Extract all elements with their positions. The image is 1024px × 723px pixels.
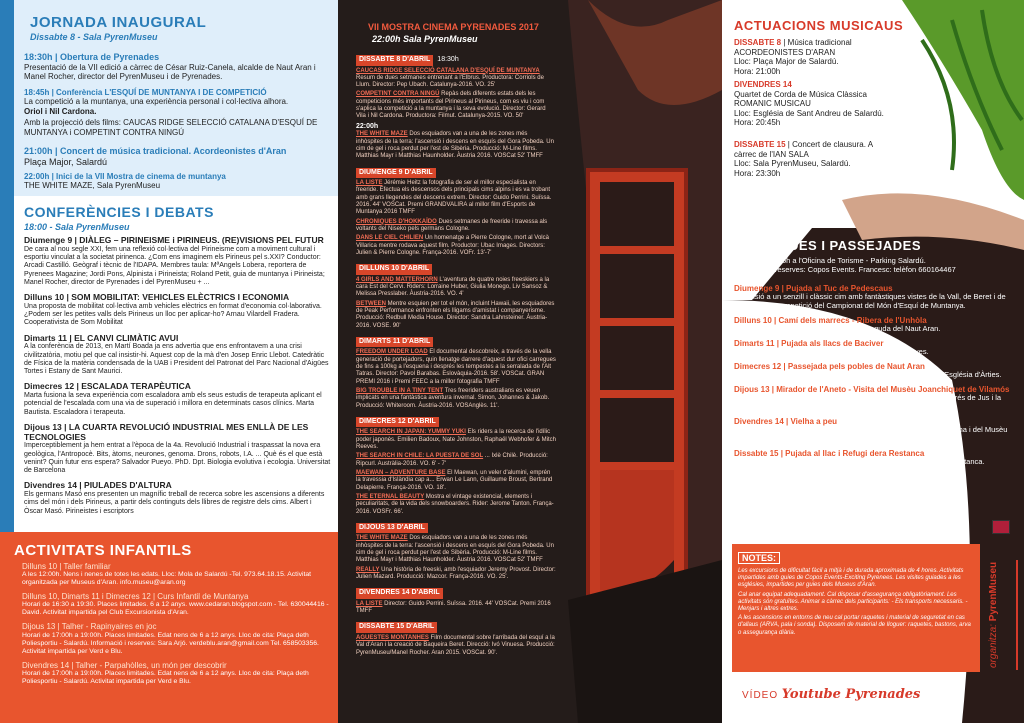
cinema-day-label: DISSABTE 8 D'ABRIL (356, 55, 433, 66)
music-event-1: DISSABTE 8 | Música tradicional ACORDEONISTES D'ARAN Lloc: Plaça Major de Salardú. Hora: 21:00h (734, 38, 852, 76)
film-description: El documental descobreix, a través de la vella generació de portejadors, quin llenatge darrere d'aquest dur ofici carregues de fins a 100kg a l'esquena i després les tempestes a la serralada de l'Alt Tatras. Director: Pavol Barabas. Eslovàquia-2016. 58'. VOSCat. GRAN PREMI 2016 i Premi FEEC a la millor fotografia TMFF (356, 349, 556, 385)
kids-title: ACTIVITATS INFANTILS (14, 542, 192, 559)
film-description: Mostra el vintage existencial, elements i peculiaritats, de la vida dels snowboarders. Rider: Jerome Tanton. França-2016. VOSFr. 66'. (356, 493, 554, 515)
cinema-list (356, 48, 556, 657)
walk-item-title: Diumenge 9 | Pujada al Tuc de Pedescaus (734, 284, 893, 293)
film-entry (356, 453, 556, 468)
walk-item-text: Preciosa excursió pels camins relaus de Vilamós, Arrés de Sus, Arrés de Jus i la bassa d'Arres. Cita 09:30h Plaça de Vilamós. (734, 393, 1002, 411)
film-entry (356, 123, 556, 161)
film-entry (356, 180, 556, 217)
conf-item-title: Dijous 13 | LA CUARTA REVOLUCIÓ INDUSTRIAL MES ENLLÀ DE LES TECNOLOGIES (24, 421, 309, 442)
conf-subtitle: 18:00 - Sala PyrenMuseu (24, 222, 130, 232)
walk-item-text: Passejada per una vall salvatge i desconeguda del Naut Aran. (734, 324, 941, 334)
film-title: REALLY (356, 566, 380, 573)
film-title: AGUESTES MONTANHES (356, 634, 429, 641)
conf-band (0, 196, 338, 532)
walk-item (734, 316, 1014, 334)
film-entry (356, 235, 556, 257)
jornada-event-4: 22:00h | Inici de la VII Mostra de cinema de muntanya THE WHITE MAZE, Sala PyrenMuseu (24, 172, 226, 191)
film-title: THE SEARCH IN JAPAN: YUMMY YUKI (356, 429, 466, 436)
right-column (722, 0, 1024, 723)
film-title: THE WHITE MAZE (356, 131, 408, 138)
walk-item-title: Dijous 13 | Mirador de l'Aneto - Visita del Musèu Joanchiquet de Vilamós (734, 384, 1010, 394)
conf-item-text: Marta fusiona la seva experiència com escaladora amb els seus estudis de terapeuta aplicant el potencial de l'escalada com una via de superació i millora en determinats casos clínics. Marta Bautista. Escaladora i terapeuta. (24, 392, 322, 416)
film-title: DANS LE CIEL CHILIEN (356, 235, 424, 242)
walks-intro: Cita a les 08:45h a l'Oficina de Torisme - Parking Salardú. Informació i reserves: Copos Events. Francesc: telèfon 660164467 (734, 256, 956, 274)
film-description: Jérémie Heitz la fotografia de ser el millor especialista en freeride. Efectua els descensos dels principals cims alpins i es va trobant amb grans llegendes del descens extrem. Director: Guido Perrini. Suïssa. 2016. 44' VOSCat. Premi GRANDVALIRA al millor film d'Esports de Muntanya 2016 TMFF (356, 180, 552, 216)
music-event-2: DIVENDRES 14 Quartet de Corda de Música Clàssica ROMANIC MUSICAU Lloc: Església de Sant Andreu de Salardú. Hora: 20:45h (734, 80, 884, 128)
film-entry (356, 68, 556, 90)
left-column (0, 0, 338, 723)
conf-title: CONFERÈNCIES I DEBATS (24, 204, 214, 220)
film-description: Dos esquiadors van a una de les zones més inhòspites de la terra: l'ascensió i descens en esquís del Gora Pobeda. Un cim de gel i roca perdut per l'est de Sibèria. Producció: M-Line films. Matthias Mayr i Matthias Haunholder. Àustria 2016. VOSCat 52' TMFF (356, 131, 554, 160)
film-description: Film documental sobre l'arribada del esquí a la Val d'Aran i la creació de Baqueira Beret. Direcció: Ivó Vinuesa. Producció: PyrenMuseu/Manel Rocher. Aran 2015. VOSCat. 90'. (356, 634, 555, 656)
film-description: Els riders a la recerca de l'idílic poder japonès. Emilien Badoux, Nate Johnston, Raphaël Webhofer & Mitch Reeves. (356, 429, 557, 451)
walk-item (734, 385, 1014, 412)
kids-item-text: Horari de 17:00h a 19:00h. Places limitades. Edat nens de 6 a 12 anys. Lloc de cita: Plaça deth Poliesportiu - Salardú. Informació i reserves: Sara Arjó. verdeblu.aran@gmail.com Tel. 658503356. Activitat impartida per Verd e Blu. (22, 631, 319, 655)
cinema-day-label: DIMECRES 12 D'ABRIL (356, 417, 439, 428)
cinema-day-label: DIUMENGE 9 D'ABRIL (356, 168, 436, 179)
film-description: Un homenatge a Pierre Cologne, mort al Volcà Villarica mentre rodava aquest film. Productor: Ubac Images. Directors: Julien & Pierre Cologne. França-2016. VOFr. 13'-7' (356, 235, 549, 256)
coat-of-arms-icon (992, 520, 1010, 534)
cinema-subtitle: 22:00h Sala PyrenMuseu (372, 34, 478, 44)
cinema-day-label: DISSABTE 15 D'ABRIL (356, 622, 437, 633)
conf-item-title: Dimecres 12 | ESCALADA TERAPÈUTICA (24, 381, 191, 392)
kids-item-title: Dilluns 10, Dimarts 11 i Dimecres 12 | Curs Infantil de Muntanya (22, 592, 249, 602)
walk-item (734, 449, 1014, 467)
walk-item (734, 284, 1014, 311)
cinema-day-time: 18:30h (437, 56, 459, 63)
film-entry (356, 349, 556, 386)
notes-box (732, 544, 980, 672)
kids-item (22, 592, 330, 617)
cinema-day-header (356, 414, 556, 428)
kids-item-text: Horari de 16:30 a 19:30. Places limitades. 6 a 12 anys. www.cedaran.blogspot.com - Tel. 630044416 - David. Activitat impartida pel Club Excursionista d'Aran. (22, 601, 329, 617)
film-entry (356, 219, 556, 234)
kids-item-title: Divendres 14 | Talher - Parpahòlles, un món per descobrir (22, 660, 227, 670)
walk-item (734, 417, 1014, 444)
film-title: FREEDOM UNDER LOAD (356, 349, 428, 356)
film-description: El Maewan, un veler d'alumini, emprén la travessia d'Islàndia cap a... Erwan Le Lann, Guillaume Broust, Bertrand Delapierre. França-2016. VO. 18'. (356, 470, 553, 491)
film-title: CAUCAS RIDGE SELECCIÓ CATALANA D'ESQUÍ DE MUNTANYA (356, 67, 540, 74)
film-title: CHRONIQUES D'HOKKAÏDO (356, 218, 437, 225)
film-entry (356, 567, 556, 582)
kids-item (22, 661, 330, 686)
film-description: Mentre esquien per tot el món, incluint Hawaii, les esquiadores de Peak Performance enfronten els lligams d'amistat i companyerisme. Producció: Redbull Media House. Director: Sandra Lahnsteiner. Àustria-2016. VOSE. 90' (356, 300, 555, 329)
kids-item-title: Dijous 13 | Talher - Rapinyaires en joc (22, 622, 157, 632)
cinema-day-label: DIMARTS 11 D'ABRIL (356, 337, 433, 348)
film-entry (356, 601, 556, 616)
walk-item-text: Ascensió a un senzill i clàssic cim amb fantàstiques vistes de la Vall, de Beret i de l'ambient de competició del Campionat del Món d'Esquí de Muntanya. (734, 292, 1006, 311)
notes-p1: Les excursions de dificultat fàcil a mitjà i de durada aproximada de 4 hores. Activitats impartides amb guies de Copos Events-Exciting Pyrenees. Les visites guiades a les esglésies, impartides per guies dels Museus d'Aran. (738, 568, 964, 589)
conf-item (24, 423, 332, 476)
kids-item-text: A les 12:00h. Nens i nenes de totes les edats. Lloc: Mola de Salardú -Tel. 973.64.18.15. Activitat organitzada per Museus d'Aran. info.museu@aran.org (22, 571, 312, 587)
conf-item-text: De cara al nou segle XXI, fem una reflexió col·lectiva del Pirineisme com a moviment cultural i esportiu vinculat a la societat pirinenca. ¿Com ens imaginem els Pirineus pel s.XXI? Conductor: Arcadi Castilló. Geògraf i tècnic de l'IDAPA. Membres taula: MªAngels Lobera, reportera de Pyrenees Magazine; Jordi Pons, Alpinista i Pirineista; Roland Petit, guia de muntanya i Pirineista; Manel Rocher, director de Pyrenades i del PyrenMuseu + ... (24, 245, 325, 286)
jornada-event-3: 21:00h | Concert de música tradicional. Acordeonistes d'Aran Plaça Major, Salardú (24, 146, 287, 167)
kids-item-text: Horari de 17:00h a 19:00h. Places limitades. Edat nens de 6 a 12 anys. Lloc de cita: Plaça deth Poliesportiu - Salardú. Activitat impartida per Verd e Blu. (22, 669, 309, 685)
film-description: Resum de dues setmanes entrenant a l'Elbrus. Productora: Corriols de Llum. Director: Pep Ubach. Catalunya-2016. VO. 25' (356, 74, 544, 89)
kids-list (22, 562, 330, 691)
jornada-event-1: 18:30h | Obertura de Pyrenades Presentació de la VII edició a càrrec de César Ruiz-Canela, alcalde de Naut Aran i Manel Rocher, director del PyrenMuseu i de Pyrenades. (24, 52, 316, 82)
film-entry (356, 429, 556, 451)
walk-item-title: Dilluns 10 | Camí dels marrecs - Ribera de l'Unhòla (734, 315, 927, 325)
cinema-title: VII MOSTRA CINEMA PYRENADES 2017 (368, 22, 539, 32)
film-entry (356, 91, 556, 120)
video-link[interactable]: VÍDEO Youtube Pyrenades (742, 687, 921, 702)
kids-band (0, 532, 338, 723)
film-time: 22:00h (356, 122, 379, 130)
walk-item-text: Bonic itinerari entre boscos i llacs envoltats de muntanyes. (734, 347, 929, 357)
walks-list (734, 284, 1014, 472)
conf-item-text: Imperceptiblement ja hem entrat a l'època de la 4a. Revolució Industrial i traspassat la nova era geològica, l'Antropocè. Bits, àtoms, neurones, genoma. Drons, robots, I.A. ... Què és el que està venint? Quin futur ens espera? Salvador Pueyo. PhD. Dpt. Biologia evolutiva i ecologia. Universitat de Barcelona (24, 442, 331, 475)
conf-list (24, 236, 332, 522)
conf-item (24, 293, 332, 328)
jornada-subtitle: Dissabte 8 - Sala PyrenMuseu (30, 32, 158, 42)
music-event-3: DISSABTE 15 | Concert de clausura. A càrrec de l'IAN SALA Lloc: Sala PyrenMuseu, Salardú. Hora: 23:30h (734, 140, 873, 178)
film-entry (356, 470, 556, 492)
film-entry (356, 277, 556, 299)
jornada-band (0, 0, 338, 196)
conf-item-text: Una proposta de mobilitat col·lectiva amb vehicles elèctrics en format d'economia col·laborativa. ¿Podem ser les petites valls dels Pirineus un lloc per aplicar-ho? Arnau Vilardell Fradera. Cooperativista de Som Mobilitat (24, 302, 322, 327)
cinema-day-header (356, 52, 556, 66)
conf-item-title: Diumenge 9 | DIÀLEG – PIRINEISME i PIRINEUS. (RE)VISIONS PEL FUTUR (24, 235, 324, 245)
film-title: THE WHITE MAZE (356, 535, 408, 542)
film-title: 4 GIRLS AND MATTERHORN (356, 276, 438, 283)
jornada-event-2: 18:45h | Conferència L'ESQUÍ DE MUNTANYA I DE COMPETICIÓ La competició a la muntanya, una experiència personal i col·lectiva alhora. Oriol i Nil Cardona. Amb la projecció dels films: CAUCAS RIDGE SELECCIÓ CATALANA D'ESQUÍ DE MUNTANYA i COMPETINT CONTRA NINGÚ (24, 88, 318, 137)
conf-item-text: Els germans Masó ens presenten un magnífic treball de recerca sobre les ascensions a diferents cims del món i dels Pirineus, a partir dels continguts dels llibres de registre dels cims. Albert i Òscar Masó. Pirineistes i escriptors (24, 491, 325, 515)
walk-item-title: Divendres 14 | Vielha a peu (734, 416, 838, 426)
conf-item-text: A la conferència de 2013, en Martí Boada ja ens advertia que ens enfrontavem a una crisi civilitzatòria, motiu pel que cal insistir-hi. Aquest cop de la mà d'en Josep Enric Llebot. Catedràtic de Física de la matèria condensada de la UAB i President del Patronat del Parc Nacional d'Aigües Tortes i Estany de Sant Maurici. (24, 343, 329, 376)
film-title: MAEWAN – ADVENTURE BASE (356, 470, 446, 476)
conf-stripe (0, 196, 14, 532)
film-description: Repàs dels diferents estats dels les competicions més importants del Pirineus al Pirineus, com es viu i com s'aplica la competició a la muntanya i la seva evolució. Director: Gerard Vila i Nil Cardona. Productora: Filmut. Catalunya-2015. VO. 50' (356, 91, 546, 120)
conf-item (24, 334, 332, 377)
film-title: LA LISTE (356, 180, 383, 187)
jornada-stripe (0, 0, 14, 196)
walk-item-text: Excursió a Vielha seguint el camin relau i visita de l'Església de Vielha i del Musèu dera Val d'Aran. (734, 425, 1008, 443)
cinema-day-header (356, 619, 556, 633)
walk-item-title: Dissabte 15 | Pujada al llac i Refugi dera Restanca (734, 448, 925, 458)
cinema-day-header (356, 165, 556, 179)
cinema-day-header (356, 585, 556, 599)
conf-item (24, 382, 332, 417)
walk-item-title: Dimarts 11 | Pujada als llacs de Baciver (734, 338, 884, 348)
film-title: COMPETINT CONTRA NINGÚ (356, 91, 440, 98)
walk-item-text: Ruta en un entorn d'alta muntanya amb final a l'esplèndid llac de Restanca. (734, 456, 985, 466)
film-title: BETWEEN (356, 300, 386, 307)
film-title: LA LISTE (356, 600, 383, 607)
film-entry (356, 494, 556, 516)
film-title: THE SEARCH IN CHILE: LA PUESTA DE SOL (356, 453, 484, 460)
conf-item-title: Dimarts 11 | EL CANVI CLIMÀTIC AVUI (24, 332, 179, 343)
cinema-day-header (356, 261, 556, 275)
kids-item (22, 622, 330, 655)
cinema-day-header (356, 520, 556, 534)
film-entry (356, 388, 556, 410)
film-description: Director: Guido Perrini. Suïssa. 2016. 44' VOSCat. Premi 2016 TMFF (356, 600, 551, 615)
notes-p2: Cal anar equipat adequadament. Cal disposar d'assegurança obligatòriament. Les activitats són gratuïtes. Animar a càrrec dels participants: - Els transports necessaris. - Menjars i altres extres. (738, 591, 968, 612)
walk-item (734, 362, 1014, 380)
film-description: Dues setmanes de freeride i travessa als voltants del Niseko pels germans Cologne. (356, 218, 548, 232)
jornada-title: JORNADA INAUGURAL (30, 14, 207, 31)
notes-p3: A les ascensions en entorns de neu cal portar raquetes i material de seguretat en cas d'allaus (ARVA, pala i sonda). Disposem de material de lloguer: raquetes, bastons, arva o assegurança diària. (738, 615, 971, 636)
cinema-day-label: DILLUNS 10 D'ABRIL (356, 264, 432, 275)
film-title: BIG TROUBLE IN A TINY TENT (356, 387, 444, 394)
cinema-day-label: DIVENDRES 14 D'ABRIL (356, 588, 443, 599)
organizer-logo: organitza: PyrenMuseu (988, 560, 1018, 670)
walks-title: CAMINADES I PASSEJADES (734, 238, 922, 253)
film-title: THE ETERNAL BEAUTY (356, 493, 425, 500)
film-description: Tres freeriders australians es veuen implicats en una fantàstica aventura invernal. Simon, Johannes & Jakob. Producció: Whiteroom. Àustria-2016. VOSAnglès. 11'. (356, 387, 550, 409)
film-description: ... Ixlè Chilè. Producció: Ripcurl. Austràlia-2016. VO. 6' - 7' (356, 453, 548, 467)
walk-item (734, 339, 1014, 357)
kids-item-title: Dilluns 10 | Taller familiar (22, 562, 111, 571)
notes-title: NOTES: (738, 552, 780, 564)
film-entry (356, 535, 556, 564)
walk-item-text: Salardú - Unha - Bagergue - Gessa - Tredòs. Visita guiada de l'Església d'Àrties. (734, 370, 1002, 380)
film-description: Una història de freeski, amb l'esquiador Jeremy Provost. Director: Julien Mazard. Producció: Mazcor. França-2016. VO. 25'. (356, 566, 556, 580)
cinema-column (338, 0, 722, 723)
music-title: ACTUACIONS MUSICAUS (734, 18, 904, 33)
film-entry (356, 301, 556, 330)
conf-item-title: Divendres 14 | PIULADES D'ALTURA (24, 480, 172, 491)
conf-item (24, 481, 332, 516)
film-description: L'aventura de quatre noies freeskiers a la cara Est del Cervi. Riders: Lorraine Huber, Giulia Monego, Liv Sansoz & Melissa Presslaber. Àustria-2016. VO. 4' (356, 276, 550, 298)
film-entry (356, 635, 556, 657)
film-description: Dos esquiadors van a una de les zones més inhòspites de la terra: l'ascensió i descens en esquís del Gora Pobeda. Un cim de gel i roca perdut per l'est de Sibèria. Producció: M-Line films. Matthias Mayr i Matthias Haunholder. Àustria 2016. VOSCat 52' TMFF (356, 535, 554, 564)
cinema-day-header (356, 334, 556, 348)
conf-item-title: Dilluns 10 | SOM MOBILITAT: VEHICLES ELÈCTRICS I ECONOMIA (24, 292, 290, 303)
walk-item-title: Dimecres 12 | Passejada pels pobles de Naut Aran (734, 361, 925, 371)
kids-item (22, 562, 330, 587)
cinema-day-label: DIJOUS 13 D'ABRIL (356, 523, 428, 534)
conf-item (24, 236, 332, 287)
